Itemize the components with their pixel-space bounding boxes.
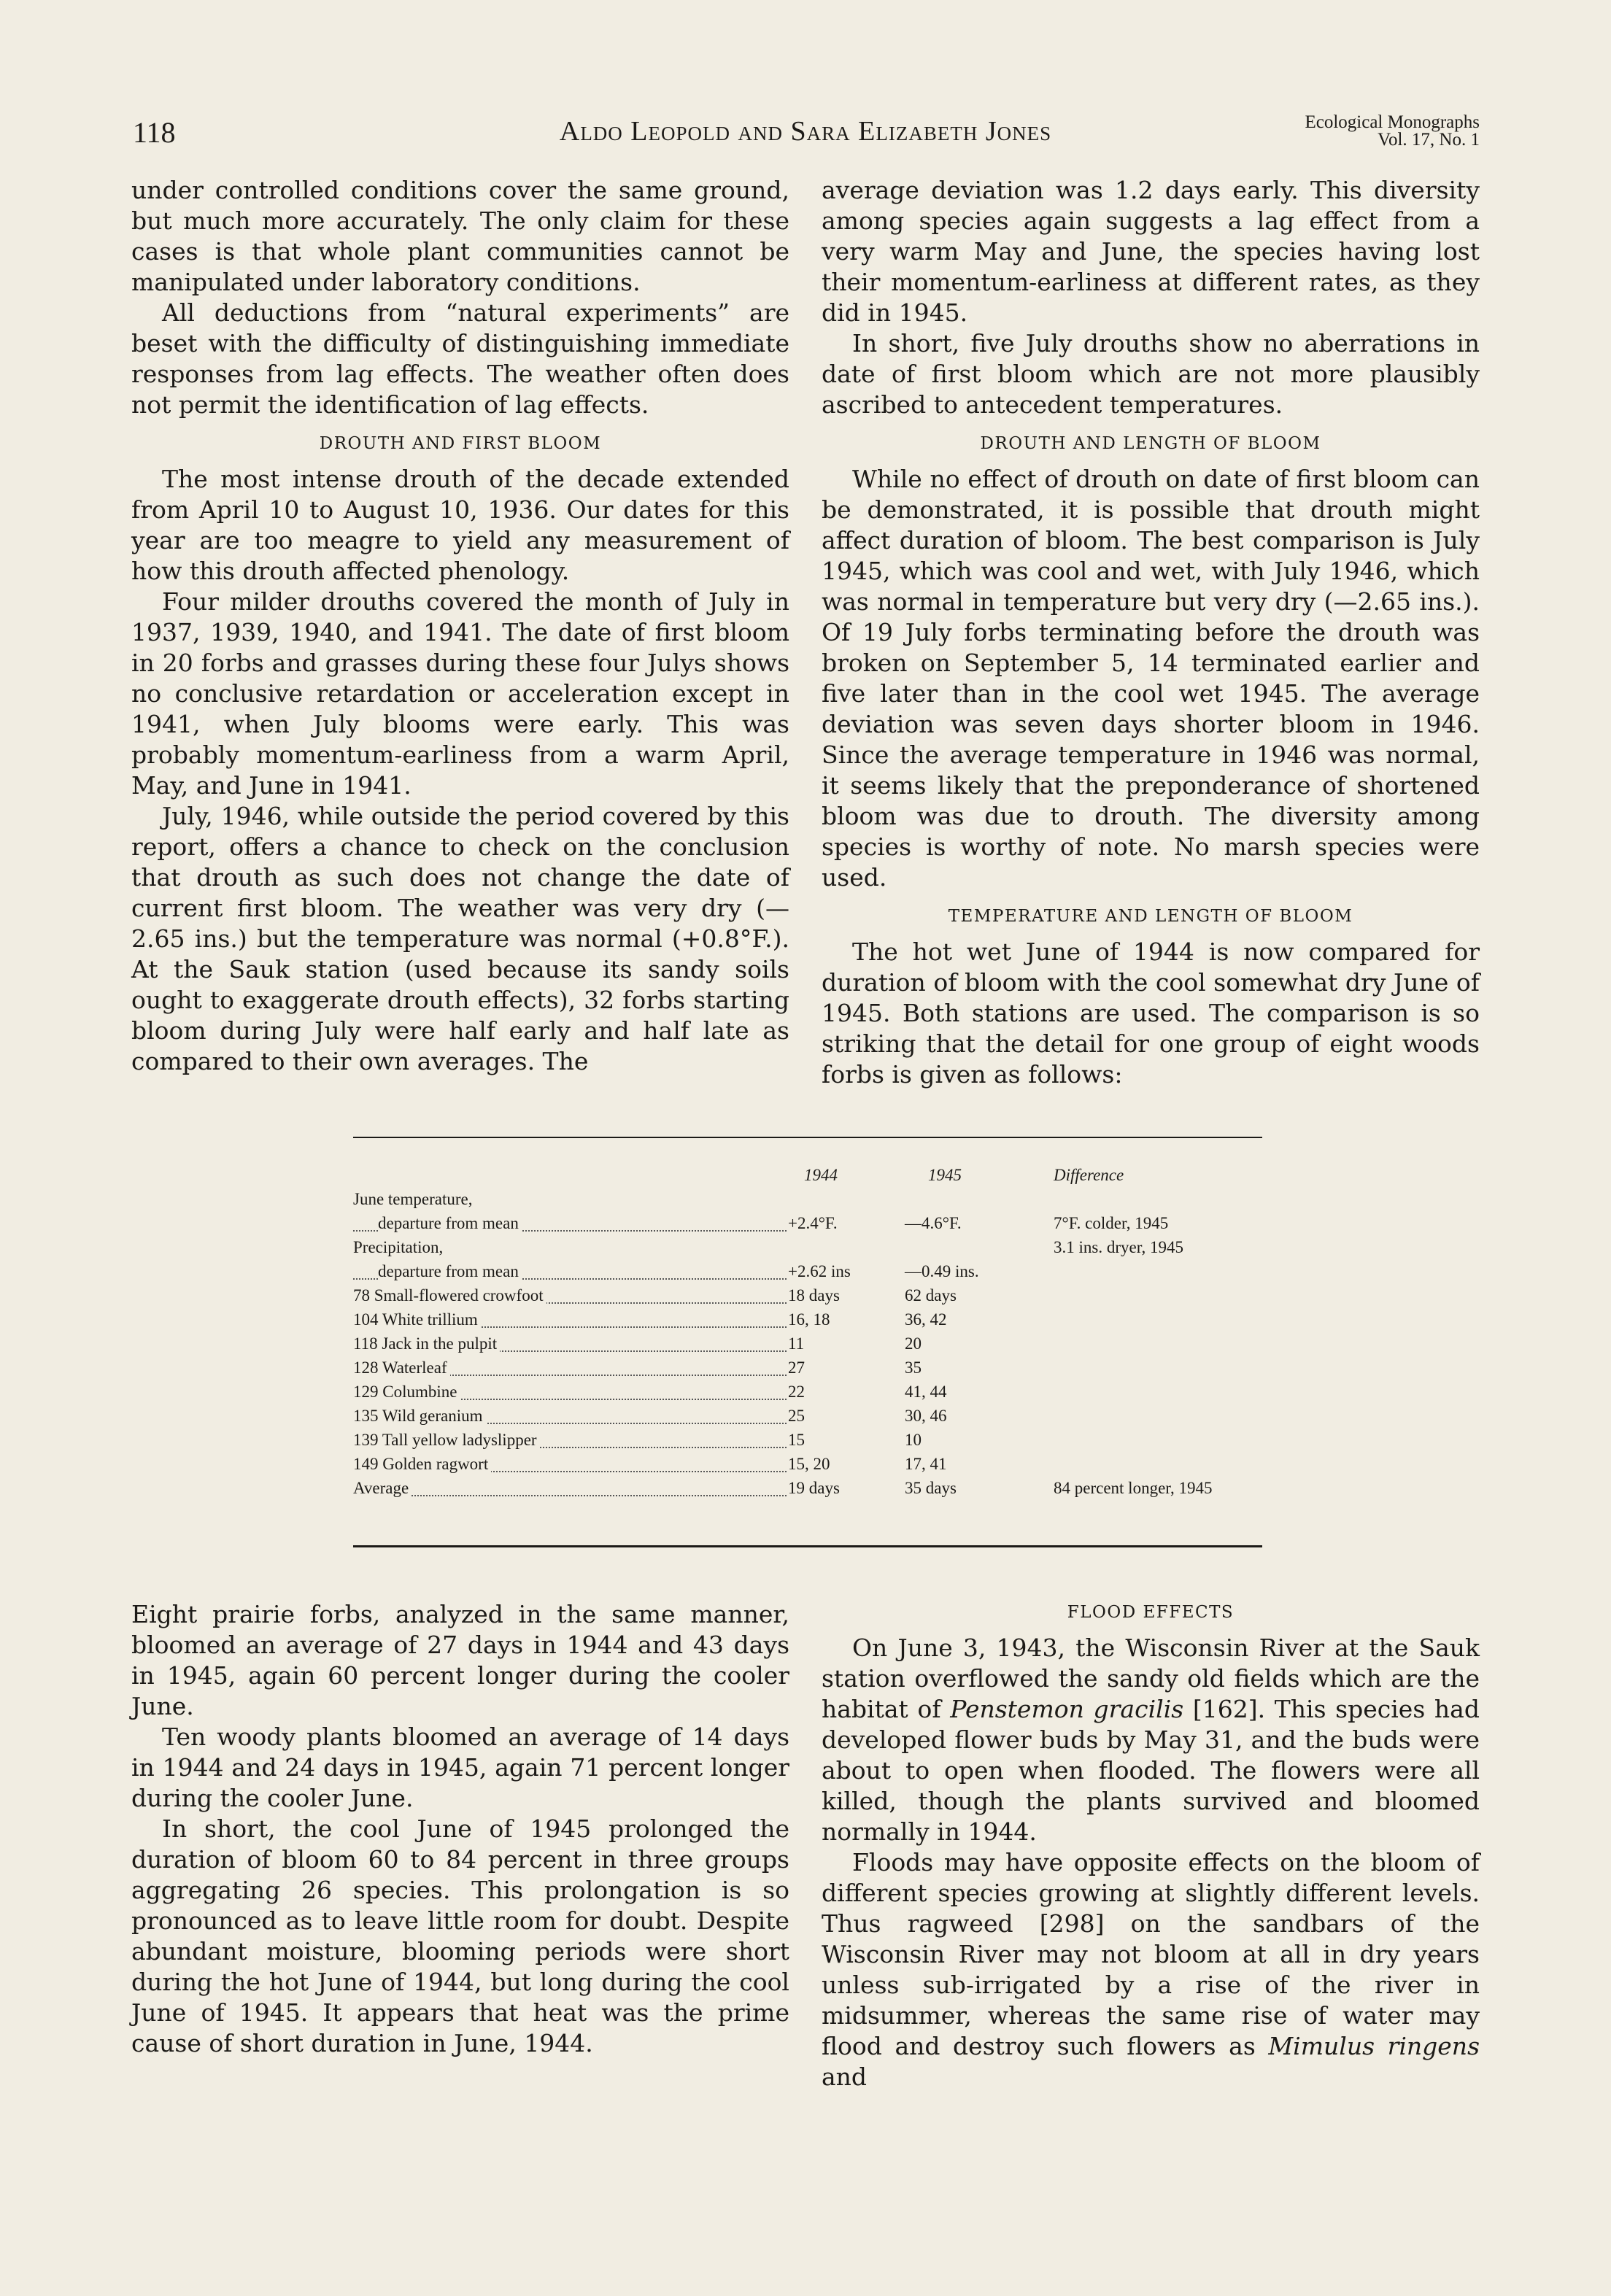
table-row bbox=[353, 1358, 1280, 1383]
paragraph: Eight prairie forbs, analyzed in the same manner, bloomed an average of 27 days in 1944 and 43 days in 1945, again 60 percent longer during the cooler June. bbox=[131, 1600, 789, 1720]
cell-v1945: 10 bbox=[905, 1431, 922, 1449]
row-label: Average bbox=[353, 1479, 412, 1498]
cell-v1944: 18 days bbox=[788, 1286, 840, 1304]
cell-v1945: —4.6°F. bbox=[905, 1214, 962, 1232]
paragraph: Ten woody plants bloomed an average of 14 days in 1944 and 24 days in 1945, again 71 percent longer during the cooler June. bbox=[131, 1723, 789, 1812]
cell-v1945: 20 bbox=[905, 1334, 922, 1353]
cell-v1945: 35 days bbox=[905, 1479, 957, 1497]
section-heading-temperature-length-bloom: TEMPERATURE AND LENGTH OF BLOOM bbox=[948, 907, 1353, 926]
cell-v1944: 27 bbox=[788, 1358, 805, 1377]
cell-diff: 7°F. colder, 1945 bbox=[1054, 1214, 1169, 1232]
row-label: Precipitation, bbox=[353, 1238, 444, 1256]
running-head-authors: Aldo Leopold and Sara Elizabeth Jones bbox=[559, 116, 1052, 147]
cell-v1944: 25 bbox=[788, 1407, 805, 1425]
cell-v1945: —0.49 ins. bbox=[905, 1262, 979, 1280]
cell-v1944: 11 bbox=[788, 1334, 805, 1353]
row-label: 139 Tall yellow ladyslipper bbox=[353, 1431, 540, 1450]
species-name: Penstemon gracilis bbox=[950, 1695, 1184, 1723]
table-row bbox=[353, 1238, 1280, 1262]
dot-leader bbox=[353, 1479, 787, 1496]
page-number: 118 bbox=[133, 116, 176, 149]
paragraph: In short, the cool June of 1945 prolonged the duration of bloom 60 to 84 percent in three groups aggregating 26 species. This prolongation is so pronounced as to leave little room for doubt. Despite abundant moisture, blooming periods were short during the hot June of 1944, but long during the cool June of 1945. It appears that heat was the prime cause of short duration in June, 1944. bbox=[131, 1814, 789, 2057]
row-label: 135 Wild geranium bbox=[353, 1407, 486, 1426]
table-row bbox=[353, 1334, 1280, 1358]
paragraph: under controlled conditions cover the same ground, but much more accurately. The only claim for these cases is that whole plant communities cannot be manipulated under laboratory conditions. bbox=[131, 176, 789, 296]
column-header-difference: Difference bbox=[1054, 1166, 1124, 1184]
paragraph: Four milder drouths covered the month of July in 1937, 1939, 1940, and 1941. The date of first bloom in 20 forbs and grasses during these four Julys shows no conclusive retardation or acceleration except in 1941, when July blooms were early. This was probably momentum-earliness from a warm April, May, and June in 1941. bbox=[131, 587, 789, 800]
row-label: departure from mean bbox=[378, 1262, 522, 1281]
right-column-bottom bbox=[822, 1599, 1480, 2092]
species-name: Mimulus ringens bbox=[1268, 2032, 1480, 2060]
section-heading-drouth-length-bloom: DROUTH AND LENGTH OF BLOOM bbox=[980, 434, 1321, 453]
row-label: 128 Waterleaf bbox=[353, 1358, 450, 1377]
table-row bbox=[353, 1190, 1280, 1214]
bloom-duration-table bbox=[353, 1166, 1280, 1503]
table-row bbox=[353, 1479, 1280, 1503]
cell-diff: 84 percent longer, 1945 bbox=[1054, 1479, 1213, 1497]
table-row bbox=[353, 1383, 1280, 1407]
row-label: 149 Golden ragwort bbox=[353, 1455, 491, 1474]
table-row bbox=[353, 1431, 1280, 1455]
cell-v1945: 36, 42 bbox=[905, 1310, 947, 1329]
table-header-row bbox=[353, 1166, 1280, 1190]
table-row bbox=[353, 1455, 1280, 1479]
column-header-1945: 1945 bbox=[928, 1166, 962, 1184]
right-column-top bbox=[822, 175, 1480, 1090]
cell-v1945: 17, 41 bbox=[905, 1455, 947, 1473]
row-label: June temperature, bbox=[353, 1190, 473, 1208]
table-row bbox=[353, 1286, 1280, 1310]
table-row bbox=[353, 1214, 1280, 1238]
row-label: 129 Columbine bbox=[353, 1383, 460, 1402]
paragraph: While no effect of drouth on date of first bloom can be demonstrated, it is possible that drouth might affect duration of bloom. The best comparison is July 1945, which was cool and wet, with July 1946, which was normal in temperature but very dry (—2.65 ins.). Of 19 July forbs terminating before the drouth was broken on September 5, 14 terminated earlier and five later than in the cool wet 1945. The average deviation was seven days shorter bloom in 1946. Since the average temperature in 1946 was normal, it seems likely that the preponderance of shortened bloom was due to drouth. The diversity among species is worthy of note. No marsh species were used. bbox=[822, 465, 1480, 892]
cell-v1944: 15, 20 bbox=[788, 1455, 830, 1473]
journal-name: Ecological Monographs bbox=[1305, 112, 1480, 132]
paragraph: The hot wet June of 1944 is now compared for duration of bloom with the cool somewhat dry June of 1945. Both stations are used. The comparison is so striking that the detail for one group of eight woods forbs is given as follows: bbox=[822, 938, 1480, 1089]
table-row bbox=[353, 1310, 1280, 1334]
column-header-1944: 1944 bbox=[804, 1166, 838, 1184]
row-label: 104 White trillium bbox=[353, 1310, 481, 1329]
section-heading-flood-effects: FLOOD EFFECTS bbox=[1067, 1603, 1235, 1622]
section-heading-drouth-first-bloom: DROUTH AND FIRST BLOOM bbox=[319, 434, 602, 453]
journal-citation bbox=[1305, 114, 1480, 149]
cell-v1944: 19 days bbox=[788, 1479, 840, 1497]
cell-v1944: 15 bbox=[788, 1431, 805, 1449]
cell-v1944: 16, 18 bbox=[788, 1310, 830, 1329]
table-row bbox=[353, 1407, 1280, 1431]
cell-diff: 3.1 ins. dryer, 1945 bbox=[1054, 1238, 1183, 1256]
cell-v1945: 35 bbox=[905, 1358, 922, 1377]
cell-v1945: 30, 46 bbox=[905, 1407, 947, 1425]
cell-v1944: +2.62 ins bbox=[788, 1262, 851, 1280]
table-row bbox=[353, 1262, 1280, 1286]
cell-v1945: 62 days bbox=[905, 1286, 957, 1304]
paragraph: The most intense drouth of the decade extended from April 10 to August 10, 1936. Our dates for this year are too meagre to yield any measurement of how this drouth affected phenology. bbox=[131, 465, 789, 585]
paragraph: On June 3, 1943, the Wisconsin River at the Sauk station overflowed the sandy old fields which are the habitat of Penstemon gracilis [162]. This species had developed flower buds by May 31, and the buds were about to open when flooded. The flowers were all killed, though the plants survived and bloomed normally in 1944. bbox=[822, 1634, 1480, 1846]
cell-v1944: +2.4°F. bbox=[788, 1214, 838, 1232]
table-body bbox=[353, 1190, 1280, 1503]
cell-v1944: 22 bbox=[788, 1383, 805, 1401]
row-label: 78 Small-flowered crowfoot bbox=[353, 1286, 546, 1305]
row-label: departure from mean bbox=[378, 1214, 522, 1233]
cell-v1945: 41, 44 bbox=[905, 1383, 947, 1401]
table-bottom-rule bbox=[353, 1545, 1262, 1547]
left-column-bottom bbox=[131, 1599, 789, 2059]
paragraph: In short, five July drouths show no aberrations in date of first bloom which are not more plausibly ascribed to antecedent temperatures. bbox=[822, 329, 1480, 419]
table-top-rule bbox=[353, 1137, 1262, 1138]
paragraph: All deductions from “natural experiments” are beset with the difficulty of distinguishing immediate responses from lag effects. The weather often does not permit the identification of lag effects. bbox=[131, 298, 789, 419]
row-label: 118 Jack in the pulpit bbox=[353, 1334, 500, 1353]
paragraph: July, 1946, while outside the period covered by this report, offers a chance to check on the conclusion that drouth as such does not change the date of current first bloom. The weather was very dry (—2.65 ins.) but the temperature was normal (+0.8°F.). At the Sauk station (used because its sandy soils ought to exaggerate drouth effects), 32 forbs starting bloom during July were half early and half late as compared to their own averages. The bbox=[131, 802, 789, 1075]
journal-volume: Vol. 17, No. 1 bbox=[1378, 130, 1480, 150]
left-column-top bbox=[131, 175, 789, 1077]
paragraph: average deviation was 1.2 days early. This diversity among species again suggests a lag effect from a very warm May and June, the species having lost their momentum-earliness at different rates, as they did in 1945. bbox=[822, 176, 1480, 327]
paragraph: Floods may have opposite effects on the bloom of different species growing at slightly different levels. Thus ragweed [298] on the sandbars of the Wisconsin River may not bloom at all in dry years unless sub-irrigated by a rise of the river in midsummer, whereas the same rise of water may flood and destroy such flowers as Mimulus ringens and bbox=[822, 1848, 1480, 2091]
